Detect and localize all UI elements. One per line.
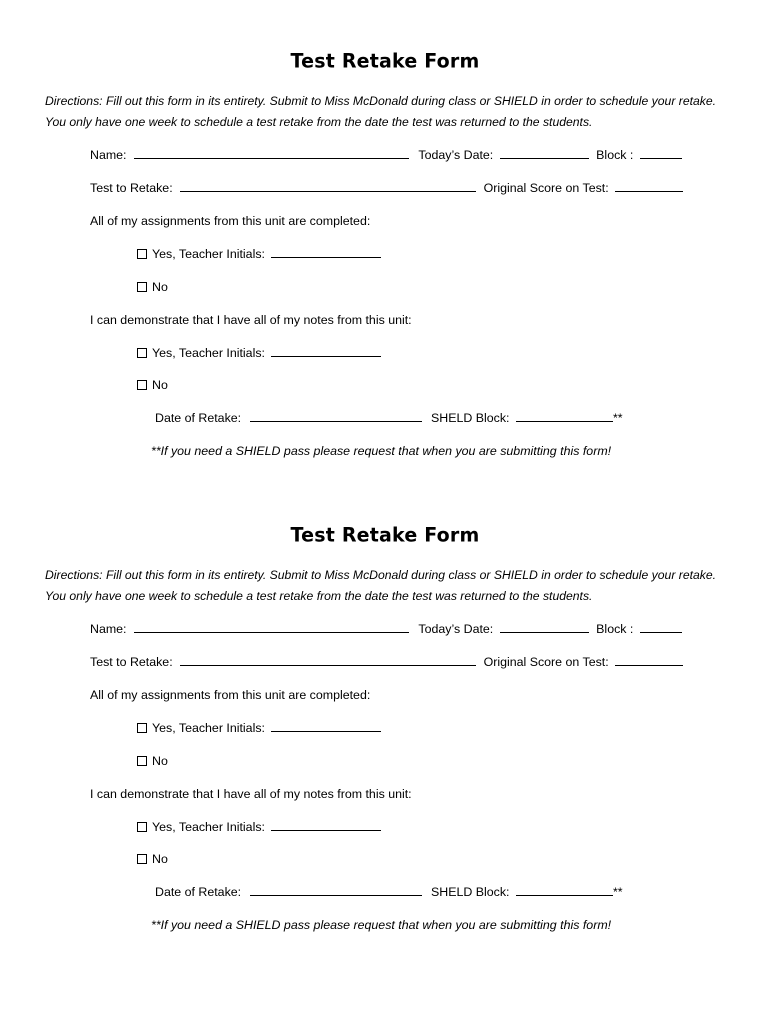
test-row [90,180,683,196]
date-of-retake-field[interactable] [250,410,422,422]
todays-date-label: Today’s Date: [418,622,494,636]
notes-question: I can demonstrate that I have all of my notes from this unit: [90,787,412,801]
assignments-initials-field[interactable] [271,720,381,732]
assignments-yes-option [137,720,381,736]
sheld-block-field[interactable] [516,410,613,422]
notes-no-checkbox[interactable] [137,854,147,864]
original-score-label: Original Score on Test: [483,181,609,195]
assignments-initials-field[interactable] [271,246,381,258]
original-score-field[interactable] [615,180,683,192]
assignments-yes-checkbox[interactable] [137,723,147,733]
original-score-field[interactable] [615,654,683,666]
retake-date-row [155,410,623,426]
notes-question: I can demonstrate that I have all of my notes from this unit: [90,313,412,327]
todays-date-field[interactable] [500,147,589,159]
notes-no-label: No [152,378,168,392]
notes-yes-checkbox[interactable] [137,822,147,832]
date-of-retake-field[interactable] [250,884,422,896]
form-title: Test Retake Form [290,49,480,73]
name-field[interactable] [134,621,409,633]
assignments-yes-checkbox[interactable] [137,249,147,259]
notes-initials-field[interactable] [271,819,381,831]
date-of-retake-label: Date of Retake: [155,885,242,899]
test-to-retake-field[interactable] [180,654,476,666]
block-label: Block : [596,622,634,636]
form-directions: Directions: Fill out this form in its entirety. Submit to Miss McDonald during class or SHIELD in order to schedule your retake. You only have one week to schedule a test retake from the date the test was returned to the students. [45,568,717,603]
notes-initials-field[interactable] [271,345,381,357]
name-label: Name: [90,148,127,162]
assignments-no-checkbox[interactable] [137,756,147,766]
notes-yes-option [137,819,381,835]
notes-no-checkbox[interactable] [137,380,147,390]
todays-date-label: Today’s Date: [418,148,494,162]
name-row [90,621,682,637]
form-directions: Directions: Fill out this form in its entirety. Submit to Miss McDonald during class or SHIELD in order to schedule your retake. You only have one week to schedule a test retake from the date the test was returned to the students. [45,94,717,129]
block-field[interactable] [640,621,682,633]
sheld-block-field[interactable] [516,884,613,896]
notes-yes-checkbox[interactable] [137,348,147,358]
shield-pass-note: **If you need a SHIELD pass please request that when you are submitting this form! [151,444,612,458]
assignments-no-label: No [152,754,168,768]
form-title: Test Retake Form [290,523,480,547]
todays-date-field[interactable] [500,621,589,633]
notes-yes-option [137,345,381,361]
test-row [90,654,683,670]
block-field[interactable] [640,147,682,159]
test-to-retake-field[interactable] [180,180,476,192]
retake-form [0,474,770,948]
shield-pass-note: **If you need a SHIELD pass please request that when you are submitting this form! [151,918,612,932]
assignments-no-option [137,279,168,295]
assignments-no-label: No [152,280,168,294]
notes-yes-label: Yes, Teacher Initials: [152,820,265,834]
assignments-yes-option [137,246,381,262]
sheld-block-suffix: ** [612,411,623,425]
name-field[interactable] [134,147,409,159]
notes-yes-label: Yes, Teacher Initials: [152,346,265,360]
assignments-question: All of my assignments from this unit are completed: [90,214,371,228]
block-label: Block : [596,148,634,162]
sheld-block-suffix: ** [612,885,623,899]
assignments-no-option [137,753,168,769]
original-score-label: Original Score on Test: [483,655,609,669]
notes-no-option [137,851,168,867]
notes-no-option [137,377,168,393]
assignments-yes-label: Yes, Teacher Initials: [152,721,265,735]
assignments-no-checkbox[interactable] [137,282,147,292]
name-label: Name: [90,622,127,636]
test-to-retake-label: Test to Retake: [90,655,173,669]
name-row [90,147,682,163]
test-to-retake-label: Test to Retake: [90,181,173,195]
notes-no-label: No [152,852,168,866]
assignments-question: All of my assignments from this unit are completed: [90,688,371,702]
sheld-block-label: SHELD Block: [431,411,510,425]
retake-form [0,0,770,474]
sheld-block-label: SHELD Block: [431,885,510,899]
assignments-yes-label: Yes, Teacher Initials: [152,247,265,261]
date-of-retake-label: Date of Retake: [155,411,242,425]
retake-date-row [155,884,623,900]
